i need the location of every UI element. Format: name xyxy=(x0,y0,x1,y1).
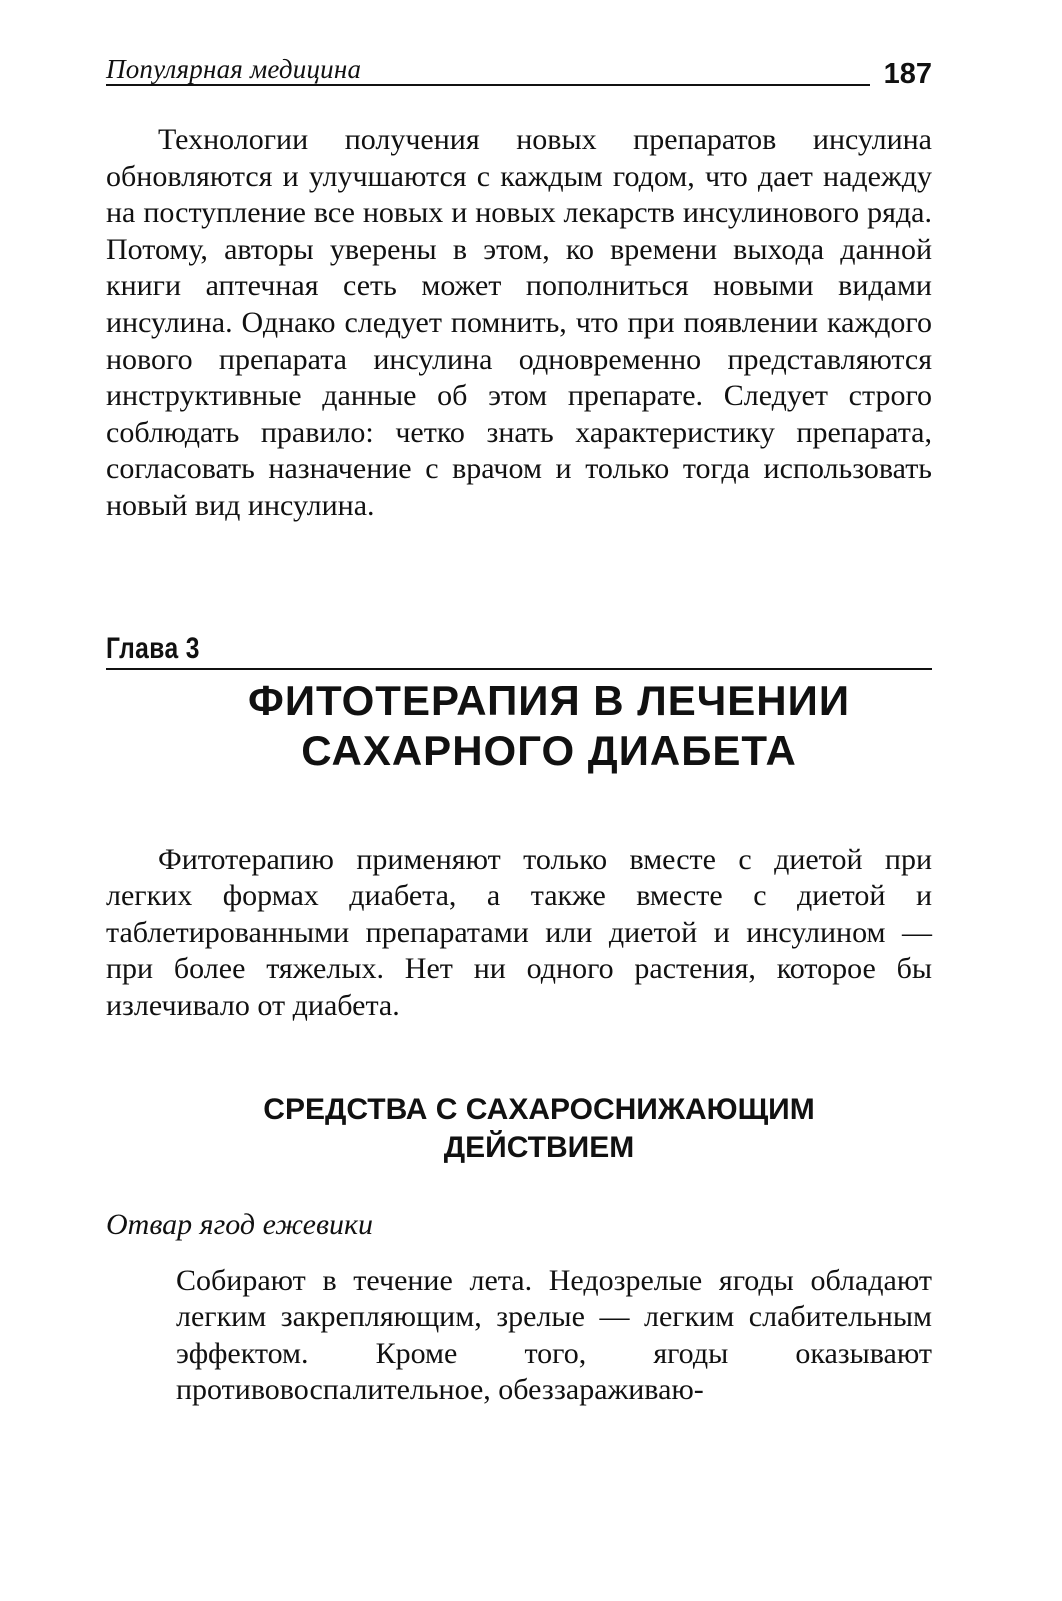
running-head xyxy=(106,48,932,92)
chapter-rule xyxy=(106,668,932,670)
chapter-title-line-2: САХАРНОГО ДИАБЕТА xyxy=(301,726,797,774)
chapter-title-line-1: ФИТОТЕРАПИЯ В ЛЕЧЕНИИ xyxy=(247,676,851,724)
page-number: 187 xyxy=(883,58,932,90)
paragraph-blackberry: Собирают в течение лета. Недозрелые ягоды обладают легким закрепляющим, зрелые — легким слабительным эффектом. Кроме того, ягоды оказывают противовоспалительное, обеззараживаю- xyxy=(176,1263,932,1407)
paragraph-insulin-technologies: Технологии получения новых препаратов инсулина обновляются и улучшаются с каждым годом, что дает надежду на поступление все новых и новых лекарств инсулинового ряда. Потому, авторы уверены в этом, ко времени выхода данной книги аптечная сеть может пополниться новыми видами инсулина. Однако следует помнить, что при появлении каждого нового препарата инсулина одновременно представляются инструктивные данные об этом препарате. Следует строго соблюдать правило: четко знать характеристику препарата, согласовать назначение с врачом и только тогда использовать новый вид инсулина. xyxy=(106,123,932,522)
paragraph-phytotherapy-intro: Фитотерапию применяют только вместе с диетой при легких формах диабета, а также вместе с диетой и таблетированными препаратами или диетой и инсулином — при более тяжелых. Нет ни одного растения, которое бы излечивало от диабета. xyxy=(106,842,932,1022)
chapter-label: Глава 3 xyxy=(106,631,200,665)
section-title-line-2: ДЕЙСТВИЕМ xyxy=(443,1130,635,1164)
recipe-title: Отвар ягод ежевики xyxy=(106,1207,374,1241)
chapter-title xyxy=(106,676,932,776)
section-title-line-1: СРЕДСТВА С САХАРОСНИЖАЮЩИМ xyxy=(263,1092,815,1126)
running-title: Популярная медицина xyxy=(106,54,362,84)
section-title xyxy=(106,1091,932,1167)
book-page xyxy=(106,48,932,1409)
running-head-rule xyxy=(106,84,870,86)
